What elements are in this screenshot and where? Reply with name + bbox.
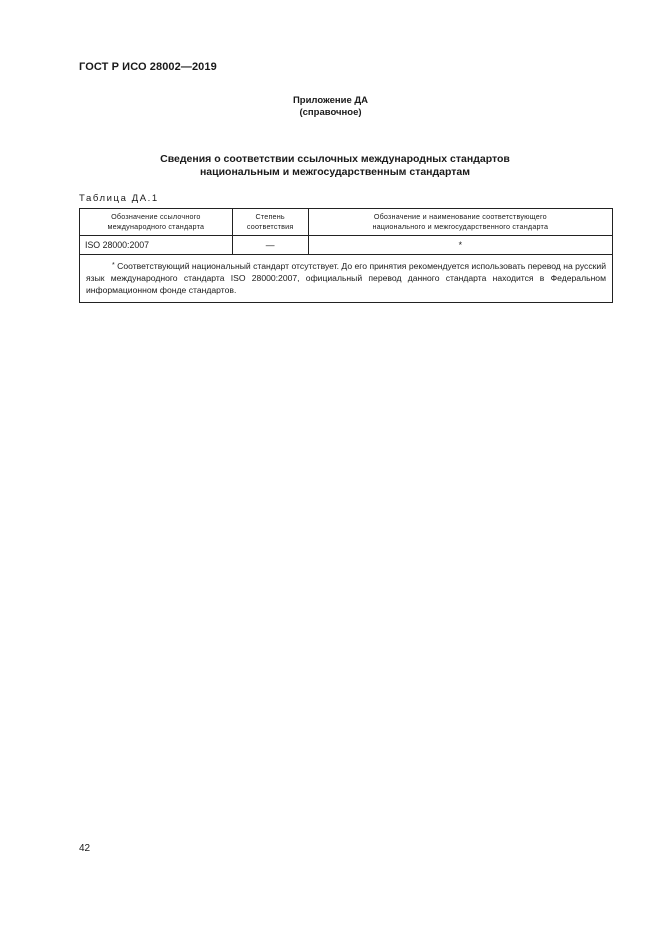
reference-standards-table <box>79 208 613 303</box>
cell-degree: — <box>232 236 308 255</box>
header-designation <box>80 209 233 236</box>
appendix-subtitle: (справочное) <box>299 107 362 118</box>
appendix-title: Приложение ДА <box>292 95 369 106</box>
table-footnote <box>80 255 613 303</box>
header-degree-line1: Степень <box>255 212 285 221</box>
footnote-mark: * <box>112 262 115 269</box>
header-national-standard <box>308 209 612 236</box>
cell-national: * <box>308 236 612 255</box>
footnote-row <box>80 255 613 303</box>
header-national-line2: национального и межгосударственного стандарта <box>372 222 549 231</box>
section-title <box>120 153 550 179</box>
header-degree-line2: соответствия <box>246 222 294 231</box>
header-degree <box>232 209 308 236</box>
header-designation-line2: международного стандарта <box>107 222 205 231</box>
section-title-line2: национальным и межгосударственным стандартам <box>199 166 471 178</box>
page-number: 42 <box>79 843 91 854</box>
header-designation-line1: Обозначение ссылочного <box>111 212 201 221</box>
footnote-text: Соответствующий национальный стандарт отсутствует. До его принятия рекомендуется использовать перевод на русский язык международного стандарта ISO 28000:2007, официальный перевод данного стандарта находится в Федеральном информационном фонде стандартов. <box>86 261 606 295</box>
table-row <box>80 236 613 255</box>
section-title-line1: Сведения о соответствии ссылочных международных стандартов <box>160 153 510 165</box>
table-caption: Таблица ДА.1 <box>79 193 159 204</box>
table-header-row <box>80 209 613 236</box>
appendix-heading <box>0 95 661 119</box>
header-national-line1: Обозначение и наименование соответствующего <box>373 212 547 221</box>
cell-designation: ISO 28000:2007 <box>80 236 233 255</box>
document-standard-id: ГОСТ Р ИСО 28002—2019 <box>79 61 217 73</box>
